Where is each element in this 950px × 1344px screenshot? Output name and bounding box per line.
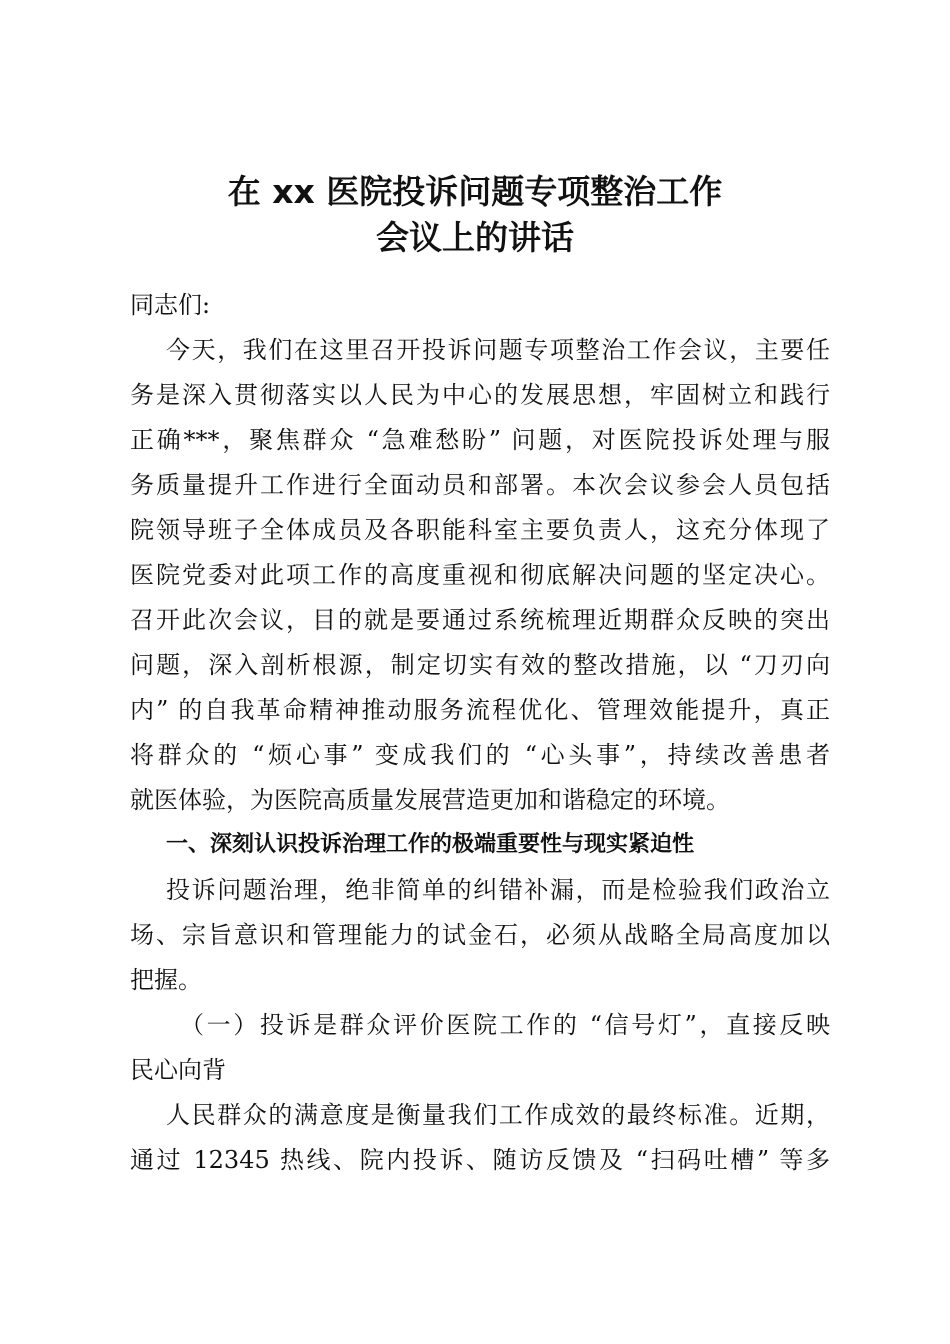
intro-line: 将群众的 “烦心事” 变成我们的 “心头事”，持续改善患者 bbox=[130, 741, 830, 769]
intro-line: 院领导班子全体成员及各职能科室主要负责人，这充分体现了 bbox=[130, 516, 830, 544]
document-title-line-2: 会议上的讲话 bbox=[376, 218, 574, 257]
intro-line: 医院党委对此项工作的高度重视和彻底解决问题的坚定决心。 bbox=[130, 561, 830, 589]
subsection-1-heading: （一）投诉是群众评价医院工作的 “信号灯”，直接反映 bbox=[180, 1011, 830, 1039]
intro-line: 召开此次会议，目的就是要通过系统梳理近期群众反映的突出 bbox=[130, 606, 830, 634]
section-1-heading: 一、深刻认识投诉治理工作的极端重要性与现实紧迫性 bbox=[166, 832, 695, 857]
intro-line: 今天，我们在这里召开投诉问题专项整治工作会议，主要任 bbox=[166, 336, 830, 364]
salutation: 同志们: bbox=[130, 291, 211, 319]
subsection-1-line: 人民群众的满意度是衡量我们工作成效的最终标准。近期， bbox=[166, 1101, 830, 1129]
section-1-line: 场、宗旨意识和管理能力的试金石，必须从战略全局高度加以 bbox=[130, 921, 830, 949]
document-title-line-1: 在 xx 医院投诉问题专项整治工作 bbox=[227, 172, 723, 211]
section-1-line: 投诉问题治理，绝非简单的纠错补漏，而是检验我们政治立 bbox=[166, 876, 830, 904]
intro-line: 就医体验，为医院高质量发展营造更加和谐稳定的环境。 bbox=[130, 786, 730, 814]
section-1-line: 把握。 bbox=[130, 966, 202, 994]
subsection-1-line: 通过 12345 热线、院内投诉、随访反馈及 “扫码吐槽” 等多 bbox=[130, 1146, 830, 1174]
intro-line: 内” 的自我革命精神推动服务流程优化、管理效能提升，真正 bbox=[130, 696, 830, 724]
intro-line: 正确***，聚焦群众 “急难愁盼” 问题，对医院投诉处理与服 bbox=[130, 426, 830, 454]
subsection-1-heading: 民心向背 bbox=[130, 1056, 226, 1084]
intro-line: 务是深入贯彻落实以人民为中心的发展思想，牢固树立和践行 bbox=[130, 381, 830, 409]
intro-line: 务质量提升工作进行全面动员和部署。本次会议参会人员包括 bbox=[130, 471, 830, 499]
intro-line: 问题，深入剖析根源，制定切实有效的整改措施，以 “刀刃向 bbox=[130, 651, 830, 679]
